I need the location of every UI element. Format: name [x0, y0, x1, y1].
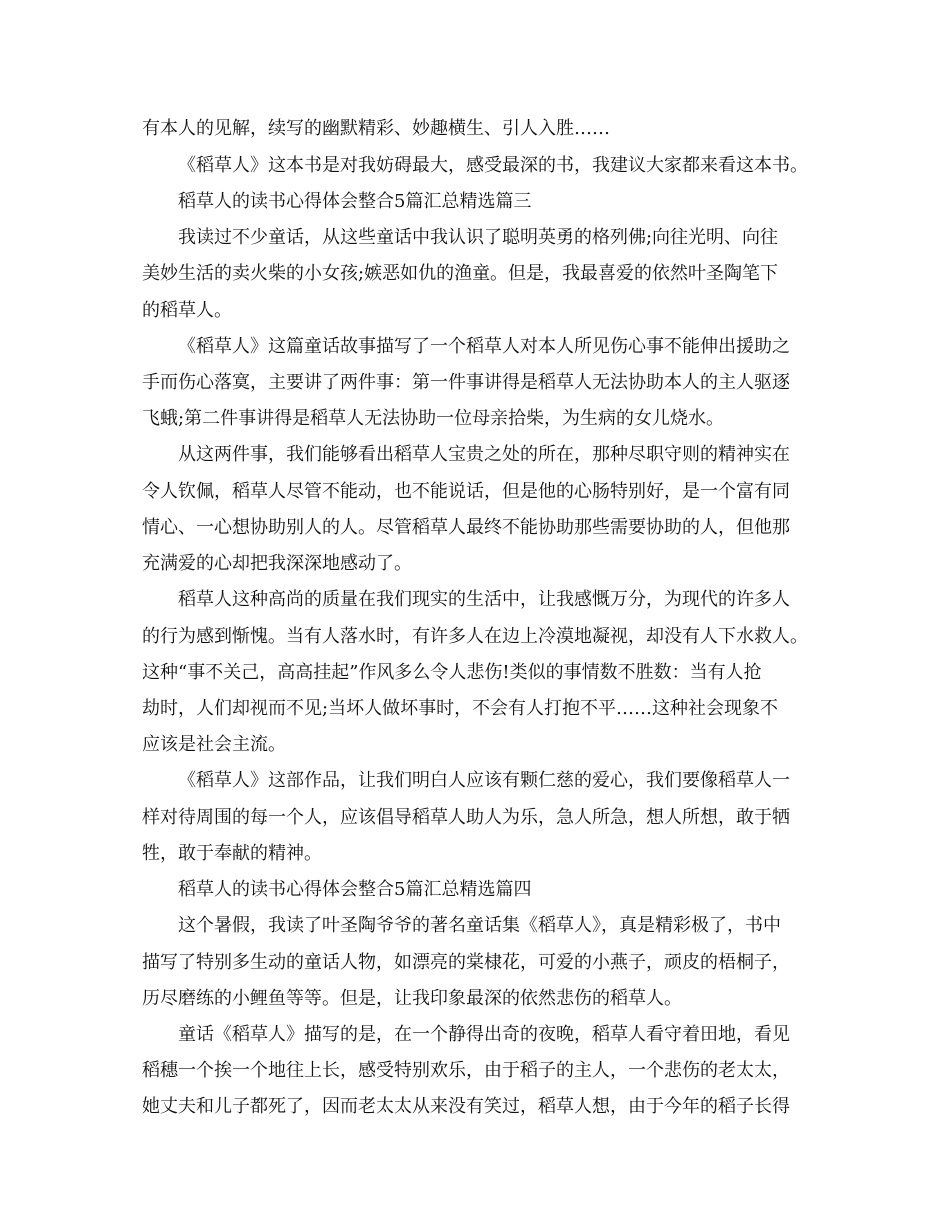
text-line: 我读过不少童话，从这些童话中我认识了聪明英勇的格列佛;向往光明、向往 [178, 227, 779, 248]
section-heading: 稻草人的读书心得体会整合5篇汇总精选篇四 [178, 879, 532, 900]
text-line: 描写了特别多生动的童话人物，如漂亮的棠棣花，可爱的小燕子，顽皮的梧桐子， [142, 952, 790, 973]
text-line: 童话《稻草人》描写的是，在一个静得出奇的夜晚，稻草人看守着田地，看见 [178, 1024, 790, 1045]
text-line: 有本人的见解，续写的幽默精彩、妙趣横生、引人入胜…… [142, 118, 610, 139]
text-line: 从这两件事，我们能够看出稻草人宝贵之处的所在，那种尽职守则的精神实在 [178, 444, 790, 465]
text-line: 美妙生活的卖火柴的小女孩;嫉恶如仇的渔童。但是，我最喜爱的依然叶圣陶笔下 [142, 263, 779, 284]
text-line: 手而伤心落寞，主要讲了两件事：第一件事讲得是稻草人无法协助本人的主人驱逐 [142, 372, 790, 393]
text-line: 历尽磨练的小鲤鱼等等。但是，让我印象最深的依然悲伤的稻草人。 [142, 988, 682, 1009]
text-line: 飞蛾;第二件事讲得是稻草人无法协助一位母亲拾柴，为生病的女儿烧水。 [142, 408, 725, 429]
text-line: 充满爱的心却把我深深地感动了。 [142, 553, 412, 574]
text-line: 令人钦佩，稻草人尽管不能动，也不能说话，但是他的心肠特别好，是一个富有同 [142, 481, 790, 502]
text-line: 情心、一心想协助别人的人。尽管稻草人最终不能协助那些需要协助的人，但他那 [142, 517, 790, 538]
text-line: 应该是社会主流。 [142, 734, 286, 755]
text-line: 这种“事不关己，高高挂起”作风多么令人悲伤!类似的事情数不胜数：当有人抢 [142, 662, 762, 683]
text-line: 《稻草人》这部作品，让我们明白人应该有颗仁慈的爱心，我们要像稻草人一 [178, 770, 790, 791]
text-line: 牲，敢于奉献的精神。 [142, 843, 322, 864]
text-line: 劫时，人们却视而不见;当坏人做坏事时，不会有人打抱不平……这种社会现象不 [142, 698, 779, 719]
text-line: 稻穗一个挨一个地往上长，感受特别欢乐，由于稻子的主人，一个悲伤的老太太， [142, 1060, 790, 1081]
text-line: 的行为感到惭愧。当有人落水时，有许多人在边上冷漠地凝视，却没有人下水救人。 [142, 626, 808, 647]
text-line: 她丈夫和儿子都死了，因而老太太从来没有笑过，稻草人想，由于今年的稻子长得 [142, 1096, 790, 1117]
text-line: 样对待周围的每一个人，应该倡导稻草人助人为乐，急人所急，想人所想，敢于牺 [142, 807, 790, 828]
text-line: 这个暑假，我读了叶圣陶爷爷的著名童话集《稻草人》，真是精彩极了，书中 [178, 915, 781, 936]
text-line: 稻草人这种高尚的质量在我们现实的生活中，让我感慨万分，为现代的许多人 [178, 589, 790, 610]
text-line: 《稻草人》这篇童话故事描写了一个稻草人对本人所见伤心事不能伸出援助之 [178, 336, 790, 357]
text-line: 《稻草人》这本书是对我妨碍最大，感受最深的书，我建议大家都来看这本书。 [178, 155, 808, 176]
text-line: 的稻草人。 [142, 300, 232, 321]
section-heading: 稻草人的读书心得体会整合5篇汇总精选篇三 [178, 191, 532, 212]
